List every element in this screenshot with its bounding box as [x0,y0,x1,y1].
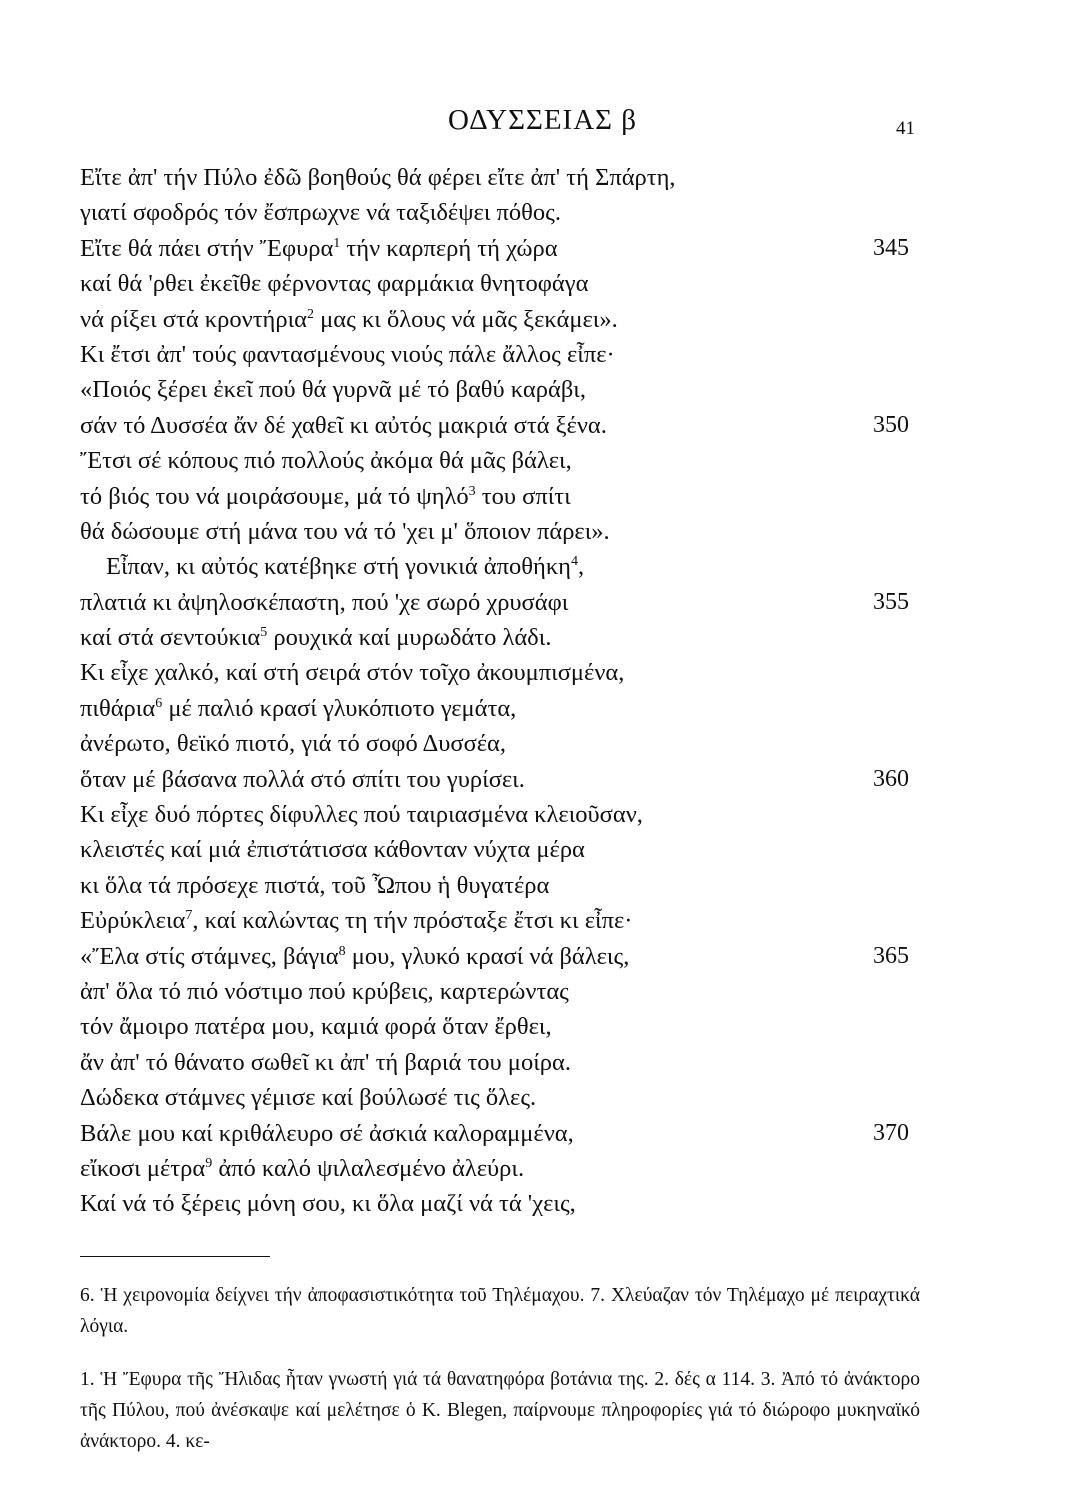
verse-text-part: μου, γλυκό κρασί νά βάλεις, [345,942,630,970]
verse-text: θά δώσουμε στή μάνα του νά τό 'χει μ' ὅποιον πάρει». [80,517,610,545]
line-number: 365 [873,942,909,969]
verse-line [0,1151,1085,1186]
verse-line [0,231,1085,266]
verse-text-part: ἀπό καλό ψιλαλεσμένο ἀλεύρι. [212,1154,525,1182]
verse-text: Ἔτσι σέ κόπους πιό πολλούς ἀκόμα θά μᾶς βάλει, [80,447,572,475]
verse-text-part: εἴκοσι μέτρα [80,1154,206,1182]
verse-text: Κι εἶχε χαλκό, καί στή σειρά στόν τοῖχο ἀκουμπισμένα, [80,659,625,687]
verse-line [0,549,1085,584]
verse-line [0,1080,1085,1115]
verse-text-part: καί στά σεντούκια [80,624,261,652]
verse-line [0,974,1085,1009]
running-title: ΟΔΥΣΣΕΙΑΣ β [447,104,638,136]
footnotes-current [80,1364,920,1457]
verse-text [80,1151,524,1186]
verse-line [0,762,1085,797]
verse-text: σάν τό Δυσσέα ἄν δέ χαθεῖ κι αὐτός μακριά στά ξένα. [80,411,607,439]
verse-text: ἀνέρωτο, θεϊκό πιοτό, γιά τό σοφό Δυσσέα, [80,730,507,758]
verse-text-part: , [577,553,585,581]
verse-text-part: μέ παλιό κρασί γλυκόπιοτο γεμάτα, [162,694,517,722]
verse-line [0,337,1085,372]
footnote-rule [80,1256,270,1257]
verse-line [0,903,1085,938]
footnote-marker: 6 [155,695,163,711]
verse-line [0,1045,1085,1080]
verse-text [80,479,571,514]
footnote-marker: 2 [307,306,315,322]
verse-text [80,231,558,266]
verse-block [0,160,1085,1222]
verse-text-part: πιθάρια [80,694,156,722]
verse-text: ἀπ' ὅλα τό πιό νόστιμο πού κρύβεις, καρτερώντας [80,977,569,1005]
footnote-marker: 8 [338,943,346,959]
verse-line [0,832,1085,867]
page-number: 41 [896,118,915,139]
verse-line [0,585,1085,620]
verse-text-part: Εἴτε θά πάει στήν Ἔφυρα [80,234,334,262]
verse-text-part: του σπίτι [475,482,571,510]
verse-text-part: Εἶπαν, κι αὐτός κατέβηκε στή γονικιά ἀποθήκη [106,553,571,581]
verse-text: Εἴτε ἀπ' τήν Πύλο ἐδῶ βοηθούς θά φέρει εἴτε ἀπ' τή Σπάρτη, [80,164,676,191]
footnote-paragraph: 6. Ἡ χειρονομία δείχνει τήν ἀποφασιστικότητα τοῦ Τηλέμαχου. 7. Χλεύαζαν τόν Τηλέμαχο μέ πειραχτικά λόγια. [80,1285,920,1337]
verse-text-part: μας κι ὅλους νά μᾶς ξεκάμει». [314,305,618,333]
verse-line [0,797,1085,832]
verse-text [80,903,632,938]
footnote-paragraph: 1. Ἡ Ἔφυρα τῆς Ἤλιδας ἦταν γνωστή γιά τά θανατηφόρα βοτάνια της. 2. δές α 114. 3. Ἀπό τό ἀνάκτορο τῆς Πύλου, πού ἀνέσκαψε καί μελέτησε ὁ K. Blegen, παίρνουμε πληροφορίες γιά τό διώροφο μυκηναϊκό ἀνάκτορο. 4. κε- [80,1369,920,1452]
verse-text: τόν ἄμοιρο πατέρα μου, καμιά φορά ὅταν ἔρθει, [80,1013,552,1041]
verse-text: Βάλε μου καί κριθάλευρο σέ ἀσκιά καλοραμμένα, [80,1119,574,1147]
verse-text-part: Εὐρύκλεια [80,907,186,935]
verse-text-part: , καί καλώντας τη τήν πρόσταξε ἔτσι κι εἶπε· [192,907,633,935]
verse-text-part: τό βιός του νά μοιράσουμε, μά τό ψηλό [80,482,469,510]
verse-text-part: νά ρίξει στά κροντήρια [80,305,308,333]
line-number: 345 [873,234,909,261]
verse-line [0,195,1085,230]
verse-line [0,160,1085,195]
verse-line [0,408,1085,443]
verse-text [80,691,516,726]
verse-line [0,443,1085,478]
verse-text: Καί νά τό ξέρεις μόνη σου, κι ὅλα μαζί νά τά 'χεις, [80,1190,576,1218]
verse-text: πλατιά κι ἀψηλοσκέπαστη, πού 'χε σωρό χρυσάφι [80,588,569,616]
verse-text [80,939,629,974]
footnote-marker: 7 [185,908,193,924]
verse-text: Κι εἶχε δυό πόρτες δίφυλλες πού ταιριασμένα κλειοῦσαν, [80,801,643,829]
verse-line [0,514,1085,549]
verse-text-part: τήν καρπερή τή χώρα [340,234,558,262]
verse-line [0,266,1085,301]
verse-line [0,1186,1085,1221]
footnote-marker: 1 [333,235,341,251]
verse-line [0,372,1085,407]
verse-text-part: ρουχικά καί μυρωδάτο λάδι. [267,624,552,652]
verse-text: γιατί σφοδρός τόν ἔσπρωχνε νά ταξιδέψει πόθος. [80,199,561,227]
verse-text: κλειστές καί μιά ἐπιστάτισσα κάθονταν νύχτα μέρα [80,836,585,864]
verse-line [0,620,1085,655]
verse-text: ἄν ἀπ' τό θάνατο σωθεῖ κι ἀπ' τή βαριά του μοίρα. [80,1048,571,1076]
verse-line [0,655,1085,690]
line-number: 370 [873,1119,909,1146]
verse-text: κι ὅλα τά πρόσεχε πιστά, τοῦ Ὦπου ἡ θυγατέρα [80,871,550,899]
line-number: 360 [873,765,909,792]
verse-text [80,302,618,337]
verse-line [0,479,1085,514]
verse-text: ὅταν μέ βάσανα πολλά στό σπίτι του γυρίσει. [80,765,525,793]
verse-line [0,939,1085,974]
footnote-marker: 4 [570,554,578,570]
verse-line [0,1116,1085,1151]
verse-text: καί θά 'ρθει ἐκεῖθε φέρνοντας φαρμάκια θνητοφάγα [80,270,589,298]
verse-line [0,302,1085,337]
verse-line [0,868,1085,903]
verse-line [0,691,1085,726]
verse-text: Κι ἔτσι ἀπ' τούς φαντασμένους νιούς πάλε ἄλλος εἶπε· [80,340,615,368]
footnote-marker: 3 [468,483,476,499]
footnotes-previous [80,1280,920,1342]
verse-text [80,620,551,655]
line-number: 350 [873,411,909,438]
verse-text-part: «Ἔλα στίς στάμνες, βάγια [80,942,339,970]
footnote-marker: 5 [260,625,268,641]
verse-text: Δώδεκα στάμνες γέμισε καί βούλωσέ τις ὅλες. [80,1084,537,1112]
verse-text [106,549,584,584]
verse-line [0,1009,1085,1044]
line-number: 355 [873,588,909,615]
footnote-marker: 9 [205,1155,213,1171]
verse-line [0,726,1085,761]
verse-text: «Ποιός ξέρει ἐκεῖ πού θά γυρνᾶ μέ τό βαθύ καράβι, [80,376,587,404]
